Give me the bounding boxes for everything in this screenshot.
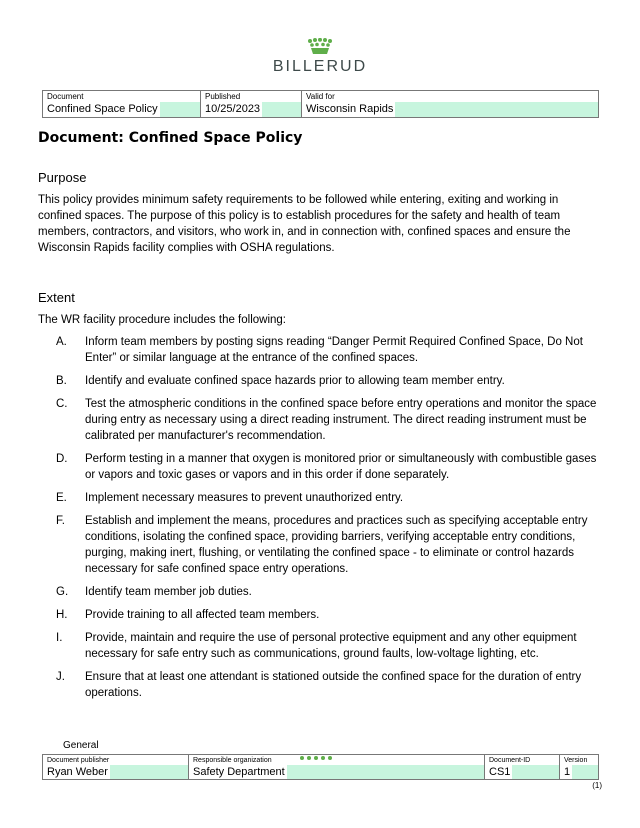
list-item-text: Provide, maintain and require the use of personal protective equipment and any other equipment necessary for safe entry such as communications, ground faults, low-voltage lighting, etc. bbox=[85, 632, 577, 660]
brand-name: BILLERUD bbox=[272, 58, 368, 75]
purpose-text: This policy provides minimum safety requirements to be followed while entering, exiting and working in confined spaces. The purpose of this policy is to establish procedures for the safety and health of team members, contractors, and visitors, who work in, and in connection with, confined spaces and ensure the Wisconsin Rapids facility complies with OSHA regulations. bbox=[38, 194, 571, 254]
document-id-cell bbox=[485, 755, 560, 780]
list-item-text: Implement necessary measures to prevent unauthorized entry. bbox=[85, 492, 404, 504]
version-cell bbox=[560, 755, 599, 780]
classification-label: General bbox=[63, 740, 99, 751]
list-item-text: Identify team member job duties. bbox=[85, 586, 252, 598]
organization-value: Safety Department bbox=[189, 765, 287, 779]
list-item-letter: H. bbox=[56, 609, 68, 621]
version-value: 1 bbox=[560, 765, 572, 779]
list-item-text: Perform testing in a manner that oxygen is monitored prior or simultaneously with combustible gases or vapors and toxic gases or vapors and in this order if done separately. bbox=[85, 453, 597, 481]
publisher-value: Ryan Weber bbox=[43, 765, 110, 779]
list-item-letter: J. bbox=[56, 671, 65, 683]
list-item-letter: A. bbox=[56, 336, 67, 348]
list-item-text: Ensure that at least one attendant is stationed outside the confined space for the duration of entry operations. bbox=[85, 671, 582, 699]
extent-intro: The WR facility procedure includes the following: bbox=[38, 314, 287, 326]
list-item-letter: C. bbox=[56, 398, 68, 410]
list-item bbox=[38, 334, 600, 366]
list-item-text: Establish and implement the means, procedures and practices such as specifying acceptable entry conditions, isolating the confined space, providing barriers, verifying acceptable entry conditions, purging, making inert, flushing, or ventilating the confined space - to eliminate or control hazards necessary for safe confined space entry operations. bbox=[85, 515, 588, 575]
list-item bbox=[38, 513, 600, 577]
list-item-text: Inform team members by posting signs reading “Danger Permit Required Confined Space, Do Not Enter” or similar language at the entrance of the confined spaces. bbox=[85, 336, 583, 364]
list-item-letter: I. bbox=[56, 632, 63, 644]
list-item bbox=[38, 630, 600, 662]
version-label: Version bbox=[564, 757, 588, 764]
extent-heading: Extent bbox=[38, 290, 75, 305]
list-item-letter: G. bbox=[56, 586, 69, 598]
list-item bbox=[38, 607, 600, 623]
company-logo bbox=[0, 38, 640, 76]
organization-cell bbox=[189, 755, 485, 780]
publisher-label: Document publisher bbox=[47, 757, 110, 764]
organization-label: Responsible organization bbox=[193, 757, 272, 764]
list-item-text: Provide training to all affected team members. bbox=[85, 609, 320, 621]
list-item bbox=[38, 584, 600, 600]
document-meta-table bbox=[42, 90, 599, 118]
published-value: 10/25/2023 bbox=[201, 102, 262, 117]
valid-for-cell bbox=[302, 91, 599, 118]
valid-for-label: Valid for bbox=[306, 92, 335, 101]
list-item bbox=[38, 451, 600, 483]
crown-icon bbox=[307, 38, 333, 56]
document-title: Document: Confined Space Policy bbox=[38, 130, 303, 146]
list-item-letter: B. bbox=[56, 375, 67, 387]
document-id-value: CS1 bbox=[485, 765, 512, 779]
list-item-text: Test the atmospheric conditions in the confined space before entry operations and monitor the space during entry as necessary using a direct reading instrument. The direct reading instrument must be calibrated per manufacturer's recommendation. bbox=[85, 398, 597, 442]
published-cell bbox=[201, 91, 302, 118]
published-label: Published bbox=[205, 92, 241, 101]
list-item-letter: E. bbox=[56, 492, 67, 504]
purpose-heading: Purpose bbox=[38, 170, 87, 185]
document-cell bbox=[43, 91, 201, 118]
page-number: (1) bbox=[592, 781, 602, 790]
list-item bbox=[38, 373, 600, 389]
list-item-letter: F. bbox=[56, 515, 65, 527]
extent-list bbox=[38, 334, 600, 708]
list-item bbox=[38, 490, 600, 506]
list-item bbox=[38, 669, 600, 701]
footer-table bbox=[42, 754, 599, 780]
publisher-cell bbox=[43, 755, 189, 780]
document-label: Document bbox=[47, 92, 84, 101]
list-item-letter: D. bbox=[56, 453, 68, 465]
list-item bbox=[38, 396, 600, 444]
document-id-label: Document-ID bbox=[489, 757, 531, 764]
decorative-dots bbox=[300, 747, 340, 753]
list-item-text: Identify and evaluate confined space hazards prior to allowing team member entry. bbox=[85, 375, 505, 387]
valid-for-value: Wisconsin Rapids bbox=[302, 102, 395, 117]
document-value: Confined Space Policy bbox=[43, 102, 160, 117]
